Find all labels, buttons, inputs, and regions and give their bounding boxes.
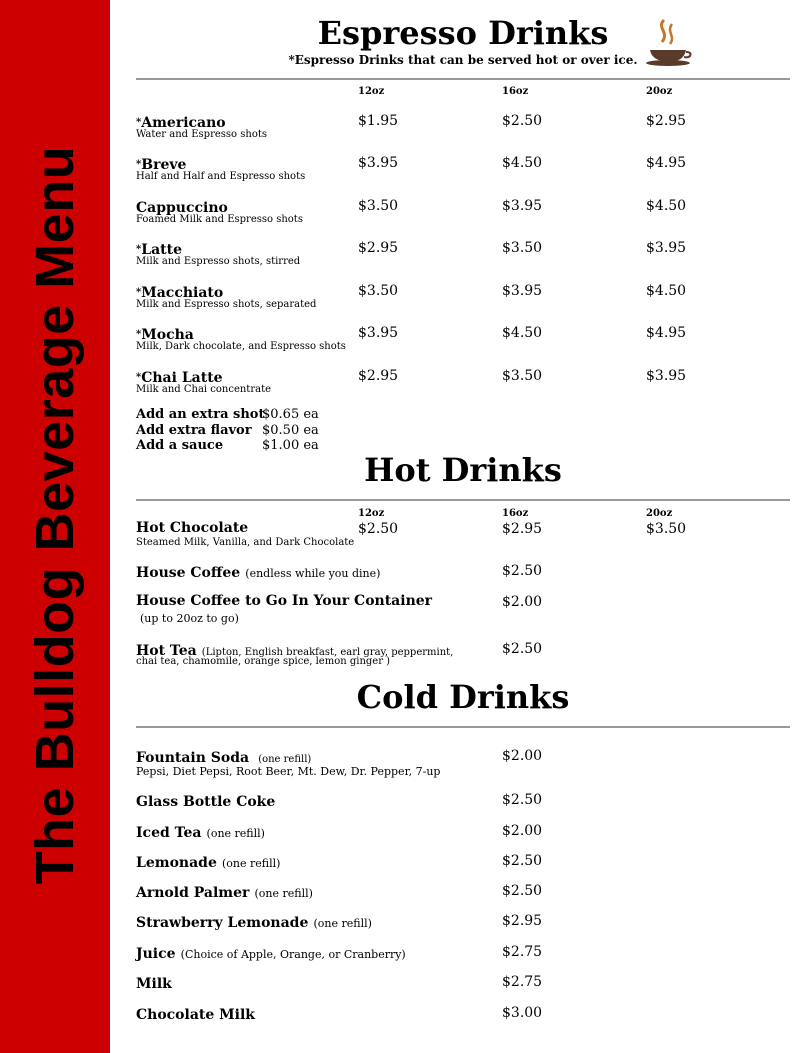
list-item bbox=[136, 1004, 255, 1023]
item-price: $2.00 bbox=[502, 594, 543, 610]
item-price-16oz: $4.50 bbox=[502, 325, 543, 341]
list-item bbox=[136, 852, 280, 871]
item-name: Lemonade bbox=[136, 855, 217, 871]
star-marker: * bbox=[136, 287, 142, 298]
hot-rule bbox=[136, 499, 790, 501]
list-item bbox=[136, 562, 380, 581]
list-item bbox=[136, 943, 406, 962]
item-name: Latte bbox=[141, 242, 182, 258]
item-name: Hot Chocolate bbox=[136, 520, 249, 536]
item-name: Juice bbox=[136, 946, 176, 962]
item-price-12oz: $3.95 bbox=[358, 325, 399, 341]
item-note: (Choice of Apple, Orange, or Cranberry) bbox=[180, 948, 406, 961]
item-desc: Steamed Milk, Vanilla, and Dark Chocolate bbox=[136, 537, 355, 548]
item-price-20oz: $3.95 bbox=[646, 240, 687, 256]
star-marker: * bbox=[136, 117, 142, 128]
item-price-20oz: $3.50 bbox=[646, 521, 687, 537]
item-note: (one refill) bbox=[313, 917, 372, 930]
item-price-12oz: $2.50 bbox=[358, 521, 399, 537]
item-name: Glass Bottle Coke bbox=[136, 794, 276, 810]
item-note: (one refill) bbox=[254, 887, 313, 900]
list-item bbox=[136, 791, 275, 810]
item-price: $2.50 bbox=[502, 853, 543, 869]
item-price-12oz: $3.95 bbox=[358, 155, 399, 171]
item-price-16oz: $4.50 bbox=[502, 155, 543, 171]
star-marker: * bbox=[136, 372, 142, 383]
item-name: Macchiato bbox=[141, 285, 224, 301]
item-note: (one refill) bbox=[221, 857, 281, 870]
item-price: $2.00 bbox=[502, 748, 543, 764]
item-price: $2.00 bbox=[502, 823, 543, 839]
addon-price: $0.50 ea bbox=[262, 423, 319, 438]
item-price: $2.95 bbox=[502, 913, 543, 929]
item-desc: Half and Half and Espresso shots bbox=[136, 171, 306, 182]
item-name: Mocha bbox=[141, 327, 194, 343]
espresso-rule bbox=[136, 78, 790, 80]
item-name: Breve bbox=[141, 157, 187, 173]
item-name: House Coffee to Go In Your Container bbox=[136, 593, 433, 609]
item-note: (one refill) bbox=[206, 827, 265, 840]
item-price-12oz: $2.95 bbox=[358, 368, 399, 384]
item-desc: Pepsi, Diet Pepsi, Root Beer, Mt. Dew, Dr. Pepper, 7-up bbox=[136, 765, 441, 778]
item-price-12oz: $1.95 bbox=[358, 113, 399, 129]
list-item bbox=[136, 973, 172, 992]
item-price: $2.75 bbox=[502, 974, 543, 990]
item-price-16oz: $3.95 bbox=[502, 283, 543, 299]
size-header-16oz: 16oz bbox=[502, 86, 529, 97]
item-note: (endless while you dine) bbox=[245, 567, 381, 580]
item-price: $2.50 bbox=[502, 792, 543, 808]
list-item bbox=[136, 822, 265, 841]
item-price-20oz: $4.50 bbox=[646, 283, 687, 299]
item-price-20oz: $2.95 bbox=[646, 113, 687, 129]
item-name: Chai Latte bbox=[141, 370, 223, 386]
addon-price: $1.00 ea bbox=[262, 438, 319, 453]
item-price-20oz: $3.95 bbox=[646, 368, 687, 384]
item-price-16oz: $3.95 bbox=[502, 198, 543, 214]
item-desc: Milk and Espresso shots, stirred bbox=[136, 256, 301, 267]
espresso-note: *Espresso Drinks that can be served hot or over ice. bbox=[288, 53, 638, 67]
item-name: Fountain Soda bbox=[136, 750, 250, 766]
star-marker: * bbox=[136, 329, 142, 340]
hot-heading: Hot Drinks bbox=[364, 451, 562, 489]
item-name: House Coffee bbox=[136, 565, 241, 581]
item-price-16oz: $2.50 bbox=[502, 113, 543, 129]
item-price: $2.50 bbox=[502, 883, 543, 899]
coffee-cup-icon bbox=[642, 16, 694, 68]
item-name: Milk bbox=[136, 976, 172, 992]
cold-heading: Cold Drinks bbox=[356, 678, 570, 716]
cold-rule bbox=[136, 726, 790, 728]
star-marker: * bbox=[136, 159, 142, 170]
star-marker: * bbox=[136, 244, 142, 255]
item-desc: Milk, Dark chocolate, and Espresso shots bbox=[136, 341, 346, 352]
item-price-16oz: $3.50 bbox=[502, 240, 543, 256]
menu-title: The Bulldog Beverage Menu bbox=[25, 145, 85, 885]
list-item bbox=[136, 882, 313, 901]
item-name: Americano bbox=[141, 115, 226, 131]
addon-label: Add extra flavor bbox=[136, 423, 252, 438]
item-price: $2.50 bbox=[502, 563, 543, 579]
sidebar bbox=[0, 0, 110, 1053]
item-name: Chocolate Milk bbox=[136, 1007, 255, 1023]
item-price-20oz: $4.95 bbox=[646, 325, 687, 341]
item-name: Strawberry Lemonade bbox=[136, 915, 309, 931]
addon-price: $0.65 ea bbox=[262, 407, 319, 422]
item-price-20oz: $4.95 bbox=[646, 155, 687, 171]
item-desc: Water and Espresso shots bbox=[136, 129, 267, 140]
espresso-heading: Espresso Drinks bbox=[317, 14, 609, 52]
size-header-20oz: 20oz bbox=[646, 508, 673, 519]
item-name: Iced Tea bbox=[136, 825, 202, 841]
addon-label: Add a sauce bbox=[136, 438, 224, 453]
item-price: $2.75 bbox=[502, 944, 543, 960]
item-desc: Milk and Espresso shots, separated bbox=[136, 299, 317, 310]
list-item bbox=[136, 912, 372, 931]
item-note: (up to 20oz to go) bbox=[140, 612, 239, 625]
item-note: (one refill) bbox=[258, 754, 312, 765]
item-price-16oz: $3.50 bbox=[502, 368, 543, 384]
item-name: Hot Tea bbox=[136, 643, 197, 659]
item-price: $2.50 bbox=[502, 641, 543, 657]
item-price-12oz: $2.95 bbox=[358, 240, 399, 256]
item-price-12oz: $3.50 bbox=[358, 198, 399, 214]
item-name: Cappuccino bbox=[136, 200, 228, 216]
item-desc: Milk and Chai concentrate bbox=[136, 384, 272, 395]
list-item bbox=[136, 747, 311, 766]
item-note: (Lipton, English breakfast, earl gray, peppermint, bbox=[201, 647, 454, 658]
item-price: $3.00 bbox=[502, 1005, 543, 1021]
size-header-12oz: 12oz bbox=[358, 86, 385, 97]
item-desc: Foamed Milk and Espresso shots bbox=[136, 214, 303, 225]
item-name: Arnold Palmer bbox=[136, 885, 250, 901]
addon-label: Add an extra shot bbox=[136, 407, 265, 422]
item-price-12oz: $3.50 bbox=[358, 283, 399, 299]
size-header-12oz: 12oz bbox=[358, 508, 385, 519]
size-header-20oz: 20oz bbox=[646, 86, 673, 97]
item-price-16oz: $2.95 bbox=[502, 521, 543, 537]
size-header-16oz: 16oz bbox=[502, 508, 529, 519]
item-note-cont: chai tea, chamomile, orange spice, lemon ginger ) bbox=[136, 656, 391, 667]
item-price-20oz: $4.50 bbox=[646, 198, 687, 214]
